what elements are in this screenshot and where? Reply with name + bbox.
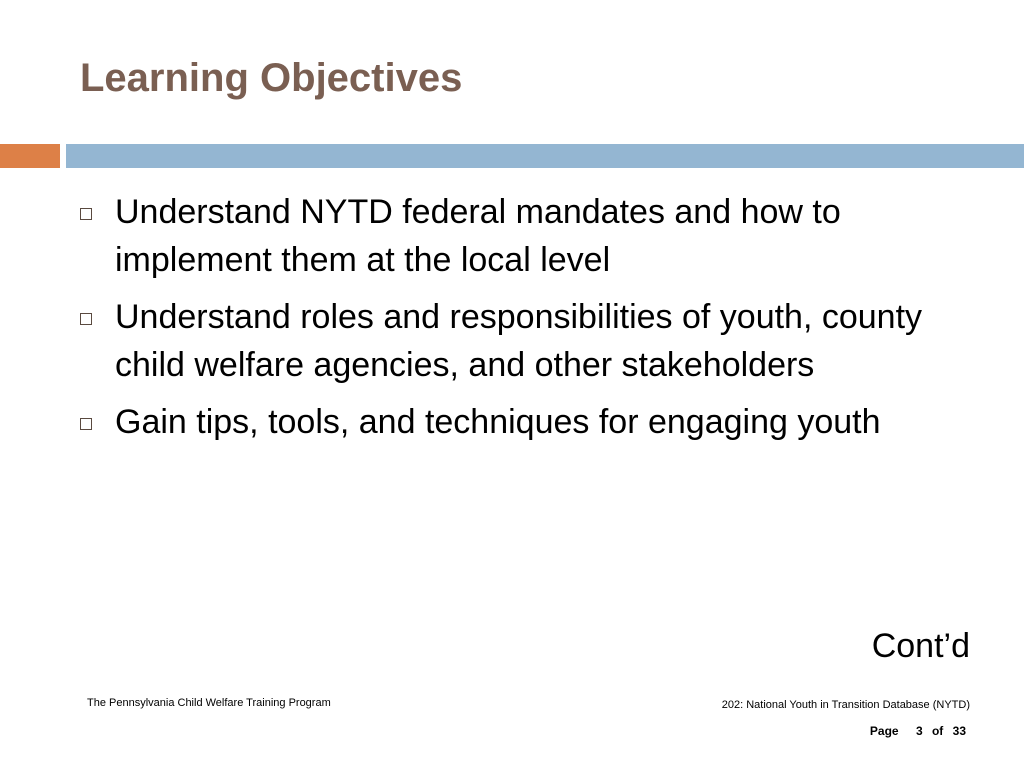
page-label: Page: [869, 724, 899, 738]
page-of-label: of: [931, 724, 944, 738]
continued-label: Cont’d: [871, 627, 970, 665]
objective-item: [80, 188, 970, 284]
objective-text: Understand roles and responsibilities of youth, county child welfare agencies, and other stakeholders: [115, 298, 923, 384]
page-current: 3: [915, 724, 923, 738]
title-accent-bar: [0, 144, 60, 168]
objective-item: [80, 293, 970, 389]
hollow-square-bullet-icon: [80, 208, 92, 220]
slide-title: Learning Objectives: [80, 56, 463, 100]
hollow-square-bullet-icon: [80, 418, 92, 430]
footer-organization: The Pennsylvania Child Welfare Training Program: [87, 697, 331, 709]
hollow-square-bullet-icon: [80, 313, 92, 325]
footer-course-title: 202: National Youth in Transition Database (NYTD): [721, 699, 970, 711]
objective-text: Understand NYTD federal mandates and how to implement them at the local level: [115, 193, 841, 279]
title-rule-bar: [66, 144, 1024, 168]
objectives-list: [80, 188, 970, 455]
objective-item: [80, 398, 970, 446]
objective-text: Gain tips, tools, and techniques for engaging youth: [115, 403, 881, 441]
page-total: 33: [952, 724, 966, 738]
page-indicator: [870, 724, 966, 738]
